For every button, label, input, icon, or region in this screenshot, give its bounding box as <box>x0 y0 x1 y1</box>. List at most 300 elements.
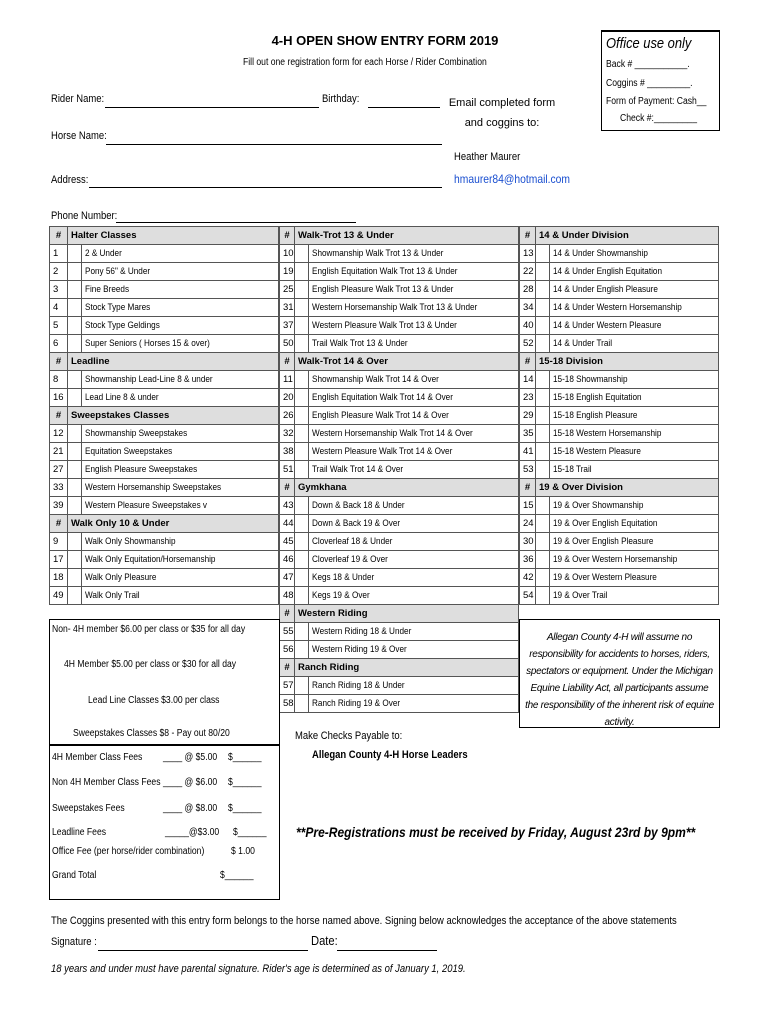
fee-calculation-box <box>49 744 280 900</box>
class-name: 14 & Under Western Horsemanship <box>550 299 719 317</box>
class-row <box>520 425 719 443</box>
class-number: 46 <box>280 551 295 569</box>
class-name: Ranch Riding 18 & Under <box>309 677 519 695</box>
class-entry-checkbox[interactable] <box>295 515 309 533</box>
class-number: 4 <box>50 299 68 317</box>
class-number: 27 <box>50 461 68 479</box>
calc-nonmember-total[interactable]: $______ <box>228 777 262 788</box>
class-row <box>280 299 519 317</box>
class-row <box>520 263 719 281</box>
calc-member-count[interactable]: ____ @ $5.00 <box>163 752 218 763</box>
class-entry-checkbox[interactable] <box>295 317 309 335</box>
class-name: Western Riding 19 & Over <box>309 641 519 659</box>
class-name: 14 & Under Showmanship <box>550 245 719 263</box>
class-number: 19 <box>280 263 295 281</box>
class-number-header: # <box>280 605 295 623</box>
class-name: Showmanship Lead-Line 8 & under <box>82 371 279 389</box>
class-entry-checkbox[interactable] <box>295 677 309 695</box>
class-entry-checkbox[interactable] <box>68 497 82 515</box>
class-group-header <box>280 227 519 245</box>
class-number: 22 <box>520 263 536 281</box>
class-row <box>280 371 519 389</box>
email-instruction: Email completed form and coggins to: <box>448 97 556 129</box>
class-name: 15-18 English Pleasure <box>550 407 719 425</box>
class-row <box>520 461 719 479</box>
class-group-header <box>520 479 719 497</box>
class-row <box>50 281 279 299</box>
class-entry-checkbox[interactable] <box>536 569 550 587</box>
class-name: Walk Only Equitation/Horsemanship <box>82 551 279 569</box>
class-group-title: Western Riding <box>295 605 519 623</box>
class-name: Kegs 19 & Over <box>309 587 519 605</box>
class-entry-checkbox[interactable] <box>68 443 82 461</box>
class-number: 47 <box>280 569 295 587</box>
class-number: 17 <box>50 551 68 569</box>
class-group-header <box>520 353 719 371</box>
rider-name-field[interactable] <box>105 107 319 108</box>
class-row <box>280 551 519 569</box>
class-entry-checkbox[interactable] <box>295 281 309 299</box>
class-entry-checkbox[interactable] <box>68 425 82 443</box>
class-name: 2 & Under <box>82 245 279 263</box>
class-entry-checkbox[interactable] <box>295 533 309 551</box>
class-table-right <box>519 226 719 605</box>
class-name: 14 & Under English Pleasure <box>550 281 719 299</box>
class-number: 1 <box>50 245 68 263</box>
class-table-left <box>49 226 279 605</box>
class-row <box>520 569 719 587</box>
class-group-title: Walk-Trot 14 & Over <box>295 353 519 371</box>
class-number: 10 <box>280 245 295 263</box>
class-entry-checkbox[interactable] <box>536 245 550 263</box>
class-name: 14 & Under English Equitation <box>550 263 719 281</box>
class-number-header: # <box>50 407 68 425</box>
class-group-header <box>50 407 279 425</box>
class-number: 26 <box>280 407 295 425</box>
class-number-header: # <box>520 227 536 245</box>
class-entry-checkbox[interactable] <box>68 245 82 263</box>
address-label: Address: <box>51 174 89 186</box>
birthday-label: Birthday: <box>322 93 360 105</box>
horse-name-field[interactable] <box>106 144 442 145</box>
class-row <box>50 371 279 389</box>
class-row <box>520 335 719 353</box>
class-row <box>50 569 279 587</box>
class-entry-checkbox[interactable] <box>295 245 309 263</box>
class-number: 5 <box>50 317 68 335</box>
office-use-title: Office use only <box>606 35 692 52</box>
class-name: Walk Only Trail <box>82 587 279 605</box>
horse-name-label: Horse Name: <box>51 130 107 142</box>
calc-leadline-label: Leadline Fees <box>52 827 107 838</box>
class-entry-checkbox[interactable] <box>68 461 82 479</box>
class-group-title: Gymkhana <box>295 479 519 497</box>
class-name: Equitation Sweepstakes <box>82 443 279 461</box>
class-number: 35 <box>520 425 536 443</box>
class-entry-checkbox[interactable] <box>295 497 309 515</box>
class-number: 25 <box>280 281 295 299</box>
class-name: 14 & Under Western Pleasure <box>550 317 719 335</box>
class-row <box>280 407 519 425</box>
rider-name-label: Rider Name: <box>51 93 105 105</box>
class-row <box>50 479 279 497</box>
class-row <box>50 263 279 281</box>
class-group-header <box>280 353 519 371</box>
class-number: 44 <box>280 515 295 533</box>
class-entry-checkbox[interactable] <box>68 533 82 551</box>
class-row <box>50 461 279 479</box>
class-number: 51 <box>280 461 295 479</box>
class-name: Trail Walk Trot 14 & Over <box>309 461 519 479</box>
class-number: 16 <box>50 389 68 407</box>
class-number-header: # <box>50 353 68 371</box>
class-row <box>280 623 519 641</box>
phone-number-label: Phone Number: <box>51 210 118 222</box>
class-name: 15-18 English Equitation <box>550 389 719 407</box>
class-row <box>280 245 519 263</box>
class-name: Down & Back 18 & Under <box>309 497 519 515</box>
class-name: Walk Only Showmanship <box>82 533 279 551</box>
class-row <box>50 443 279 461</box>
class-name: 15-18 Showmanship <box>550 371 719 389</box>
class-name: 14 & Under Trail <box>550 335 719 353</box>
class-row <box>520 443 719 461</box>
class-number: 56 <box>280 641 295 659</box>
class-entry-checkbox[interactable] <box>295 443 309 461</box>
calc-leadline-count[interactable]: _____@$3.00 <box>165 827 220 838</box>
class-row <box>520 497 719 515</box>
class-row <box>280 515 519 533</box>
class-row <box>520 281 719 299</box>
class-name: English Equitation Walk Trot 13 & Under <box>309 263 519 281</box>
class-entry-checkbox[interactable] <box>536 389 550 407</box>
class-name: Western Pleasure Walk Trot 14 & Over <box>309 443 519 461</box>
calc-sweepstakes-total[interactable]: $______ <box>228 803 262 814</box>
class-name: Showmanship Walk Trot 14 & Over <box>309 371 519 389</box>
class-name: Cloverleaf 19 & Over <box>309 551 519 569</box>
class-number: 38 <box>280 443 295 461</box>
class-group-title: 19 & Over Division <box>536 479 719 497</box>
signature-field[interactable] <box>98 950 308 951</box>
class-row <box>280 281 519 299</box>
class-row <box>50 425 279 443</box>
class-group-header <box>50 515 279 533</box>
class-number-header: # <box>50 227 68 245</box>
class-entry-checkbox[interactable] <box>295 569 309 587</box>
class-entry-checkbox[interactable] <box>295 425 309 443</box>
class-number: 18 <box>50 569 68 587</box>
class-number: 21 <box>50 443 68 461</box>
class-name: 19 & Over Trail <box>550 587 719 605</box>
class-number: 40 <box>520 317 536 335</box>
class-number: 39 <box>50 497 68 515</box>
class-name: Ranch Riding 19 & Over <box>309 695 519 713</box>
class-row <box>50 335 279 353</box>
email-contact-name: Heather Maurer <box>454 151 521 163</box>
class-number: 29 <box>520 407 536 425</box>
phone-number-field[interactable] <box>116 222 356 223</box>
class-row <box>520 533 719 551</box>
class-row <box>50 587 279 605</box>
class-entry-checkbox[interactable] <box>68 551 82 569</box>
office-use-box <box>601 30 720 131</box>
class-group-header <box>50 227 279 245</box>
class-row <box>50 299 279 317</box>
class-number: 52 <box>520 335 536 353</box>
preregistration-notice: **Pre-Registrations must be received by Friday, August 23rd by 9pm** <box>296 824 696 840</box>
class-name: Down & Back 19 & Over <box>309 515 519 533</box>
class-entry-checkbox[interactable] <box>295 623 309 641</box>
class-entry-checkbox[interactable] <box>68 281 82 299</box>
class-number: 58 <box>280 695 295 713</box>
class-row <box>50 497 279 515</box>
class-group-title: Sweepstakes Classes <box>68 407 279 425</box>
email-address-link[interactable]: hmaurer84@hotmail.com <box>454 172 571 186</box>
class-entry-checkbox[interactable] <box>536 551 550 569</box>
payable-to-name: Allegan County 4-H Horse Leaders <box>312 749 468 761</box>
class-row <box>50 245 279 263</box>
liability-disclaimer: Allegan County 4-H will assume no responsibility for accidents to horses, riders, spectators or equipment. Under the Michigan Equine Liability Act, all participants assume the responsibility of the inherent risk of equine activity. <box>519 619 720 728</box>
class-group-title: 15-18 Division <box>536 353 719 371</box>
class-name: Trail Walk Trot 13 & Under <box>309 335 519 353</box>
fee-schedule-box <box>49 619 280 746</box>
class-row <box>280 443 519 461</box>
class-name: 15-18 Western Pleasure <box>550 443 719 461</box>
fee-leadline: Lead Line Classes $3.00 per class <box>88 695 220 706</box>
class-number: 37 <box>280 317 295 335</box>
coggins-statement: The Coggins presented with this entry form belongs to the horse named above. Signing below acknowledges the acceptance of the above statements <box>51 915 677 927</box>
class-row <box>280 569 519 587</box>
class-entry-checkbox[interactable] <box>68 389 82 407</box>
class-number: 14 <box>520 371 536 389</box>
class-number: 15 <box>520 497 536 515</box>
class-number: 54 <box>520 587 536 605</box>
class-name: Walk Only Pleasure <box>82 569 279 587</box>
office-check-number: Check #:_________ <box>620 113 697 124</box>
date-label: Date: <box>311 933 338 948</box>
class-name: Western Riding 18 & Under <box>309 623 519 641</box>
calc-office-fee-label: Office Fee (per horse/rider combination) <box>52 846 205 857</box>
class-number: 23 <box>520 389 536 407</box>
class-name: 19 & Over Western Pleasure <box>550 569 719 587</box>
class-group-header <box>280 659 519 677</box>
class-entry-checkbox[interactable] <box>295 299 309 317</box>
class-entry-checkbox[interactable] <box>536 497 550 515</box>
class-name: 15-18 Trail <box>550 461 719 479</box>
class-entry-checkbox[interactable] <box>68 479 82 497</box>
form-subtitle: Fill out one registration form for each Horse / Rider Combination <box>243 57 488 68</box>
class-name: Western Horsemanship Sweepstakes <box>82 479 279 497</box>
class-group-title: 14 & Under Division <box>536 227 719 245</box>
class-number: 42 <box>520 569 536 587</box>
class-entry-checkbox[interactable] <box>68 335 82 353</box>
class-row <box>280 263 519 281</box>
class-entry-checkbox[interactable] <box>536 263 550 281</box>
class-number: 30 <box>520 533 536 551</box>
class-row <box>520 371 719 389</box>
class-number-header: # <box>520 479 536 497</box>
class-name: Western Pleasure Sweepstakes v <box>82 497 279 515</box>
class-number: 32 <box>280 425 295 443</box>
class-entry-checkbox[interactable] <box>536 407 550 425</box>
class-number: 13 <box>520 245 536 263</box>
class-entry-checkbox[interactable] <box>536 587 550 605</box>
class-row <box>520 587 719 605</box>
class-number: 24 <box>520 515 536 533</box>
class-number-header: # <box>280 659 295 677</box>
class-row <box>280 425 519 443</box>
signature-label: Signature : <box>51 936 97 948</box>
class-name: Western Pleasure Walk Trot 13 & Under <box>309 317 519 335</box>
class-row <box>520 389 719 407</box>
class-row <box>50 551 279 569</box>
class-number: 6 <box>50 335 68 353</box>
class-row <box>520 245 719 263</box>
class-entry-checkbox[interactable] <box>68 263 82 281</box>
class-number: 20 <box>280 389 295 407</box>
class-number: 8 <box>50 371 68 389</box>
calc-member-label: 4H Member Class Fees <box>52 752 143 763</box>
class-number: 12 <box>50 425 68 443</box>
class-row <box>280 461 519 479</box>
class-number: 34 <box>520 299 536 317</box>
class-group-title: Halter Classes <box>68 227 279 245</box>
class-entry-checkbox[interactable] <box>68 587 82 605</box>
class-group-header <box>520 227 719 245</box>
class-number-header: # <box>280 353 295 371</box>
class-entry-checkbox[interactable] <box>536 317 550 335</box>
class-entry-checkbox[interactable] <box>68 299 82 317</box>
class-number: 3 <box>50 281 68 299</box>
calc-sweepstakes-count[interactable]: ____ @ $8.00 <box>163 803 218 814</box>
class-number: 9 <box>50 533 68 551</box>
class-entry-checkbox[interactable] <box>536 335 550 353</box>
class-entry-checkbox[interactable] <box>68 569 82 587</box>
class-number: 55 <box>280 623 295 641</box>
class-entry-checkbox[interactable] <box>295 371 309 389</box>
class-name: Lead Line 8 & under <box>82 389 279 407</box>
class-name: Showmanship Walk Trot 13 & Under <box>309 245 519 263</box>
class-name: Western Horsemanship Walk Trot 13 & Under <box>309 299 519 317</box>
class-number: 33 <box>50 479 68 497</box>
calc-grand-total[interactable]: $______ <box>220 870 254 881</box>
class-entry-checkbox[interactable] <box>536 443 550 461</box>
class-entry-checkbox[interactable] <box>295 641 309 659</box>
class-name: Showmanship Sweepstakes <box>82 425 279 443</box>
class-group-title: Walk-Trot 13 & Under <box>295 227 519 245</box>
class-name: Kegs 18 & Under <box>309 569 519 587</box>
class-entry-checkbox[interactable] <box>68 317 82 335</box>
class-row <box>280 497 519 515</box>
date-field[interactable] <box>337 950 437 951</box>
class-entry-checkbox[interactable] <box>536 371 550 389</box>
birthday-field[interactable] <box>368 107 440 108</box>
calc-sweepstakes-label: Sweepstakes Fees <box>52 803 125 814</box>
class-number: 45 <box>280 533 295 551</box>
address-field[interactable] <box>89 187 442 188</box>
class-row <box>50 389 279 407</box>
class-row <box>280 695 519 713</box>
class-group-title: Leadline <box>68 353 279 371</box>
class-group-header <box>50 353 279 371</box>
class-row <box>520 551 719 569</box>
class-row <box>520 299 719 317</box>
class-entry-checkbox[interactable] <box>295 461 309 479</box>
class-number: 36 <box>520 551 536 569</box>
class-entry-checkbox[interactable] <box>536 281 550 299</box>
class-row <box>280 317 519 335</box>
age-footnote: 18 years and under must have parental signature. Rider's age is determined as of January 1, 2019. <box>51 963 466 975</box>
class-number: 31 <box>280 299 295 317</box>
class-name: Cloverleaf 18 & Under <box>309 533 519 551</box>
class-group-title: Ranch Riding <box>295 659 519 677</box>
class-number: 28 <box>520 281 536 299</box>
class-entry-checkbox[interactable] <box>536 299 550 317</box>
class-name: English Pleasure Sweepstakes <box>82 461 279 479</box>
class-number: 2 <box>50 263 68 281</box>
class-row <box>280 641 519 659</box>
class-entry-checkbox[interactable] <box>536 515 550 533</box>
class-name: 19 & Over English Equitation <box>550 515 719 533</box>
calc-grand-total-label: Grand Total <box>52 870 97 881</box>
class-name: Super Seniors ( Horses 15 & over) <box>82 335 279 353</box>
class-name: 19 & Over Western Horsemanship <box>550 551 719 569</box>
class-entry-checkbox[interactable] <box>295 587 309 605</box>
class-row <box>520 317 719 335</box>
class-entry-checkbox[interactable] <box>295 263 309 281</box>
class-name: 19 & Over English Pleasure <box>550 533 719 551</box>
class-entry-checkbox[interactable] <box>68 371 82 389</box>
class-entry-checkbox[interactable] <box>536 533 550 551</box>
class-entry-checkbox[interactable] <box>536 425 550 443</box>
class-group-header <box>280 479 519 497</box>
class-name: Stock Type Geldings <box>82 317 279 335</box>
class-row <box>280 389 519 407</box>
class-name: 19 & Over Showmanship <box>550 497 719 515</box>
class-entry-checkbox[interactable] <box>295 389 309 407</box>
class-number: 41 <box>520 443 536 461</box>
class-number-header: # <box>280 227 295 245</box>
calc-member-total[interactable]: $______ <box>228 752 262 763</box>
class-row <box>280 677 519 695</box>
calc-nonmember-label: Non 4H Member Class Fees <box>52 777 161 788</box>
class-group-title: Walk Only 10 & Under <box>68 515 279 533</box>
class-name: English Pleasure Walk Trot 13 & Under <box>309 281 519 299</box>
class-number: 53 <box>520 461 536 479</box>
class-entry-checkbox[interactable] <box>536 461 550 479</box>
class-number: 43 <box>280 497 295 515</box>
class-number-header: # <box>520 353 536 371</box>
class-table-middle <box>279 226 519 713</box>
class-entry-checkbox[interactable] <box>295 695 309 713</box>
class-row <box>50 533 279 551</box>
class-number: 57 <box>280 677 295 695</box>
fee-nonmember: Non- 4H member $6.00 per class or $35 for all day <box>52 624 246 635</box>
class-number: 50 <box>280 335 295 353</box>
calc-leadline-total[interactable]: $______ <box>233 827 267 838</box>
class-number-header: # <box>50 515 68 533</box>
office-coggins-number: Coggins # _________. <box>606 78 693 89</box>
class-entry-checkbox[interactable] <box>295 551 309 569</box>
class-row <box>280 335 519 353</box>
class-entry-checkbox[interactable] <box>295 335 309 353</box>
class-name: Western Horsemanship Walk Trot 14 & Over <box>309 425 519 443</box>
class-entry-checkbox[interactable] <box>295 407 309 425</box>
fee-member: 4H Member $5.00 per class or $30 for all day <box>64 659 237 670</box>
class-name: Pony 56" & Under <box>82 263 279 281</box>
calc-nonmember-count[interactable]: ____ @ $6.00 <box>163 777 218 788</box>
class-number-header: # <box>280 479 295 497</box>
